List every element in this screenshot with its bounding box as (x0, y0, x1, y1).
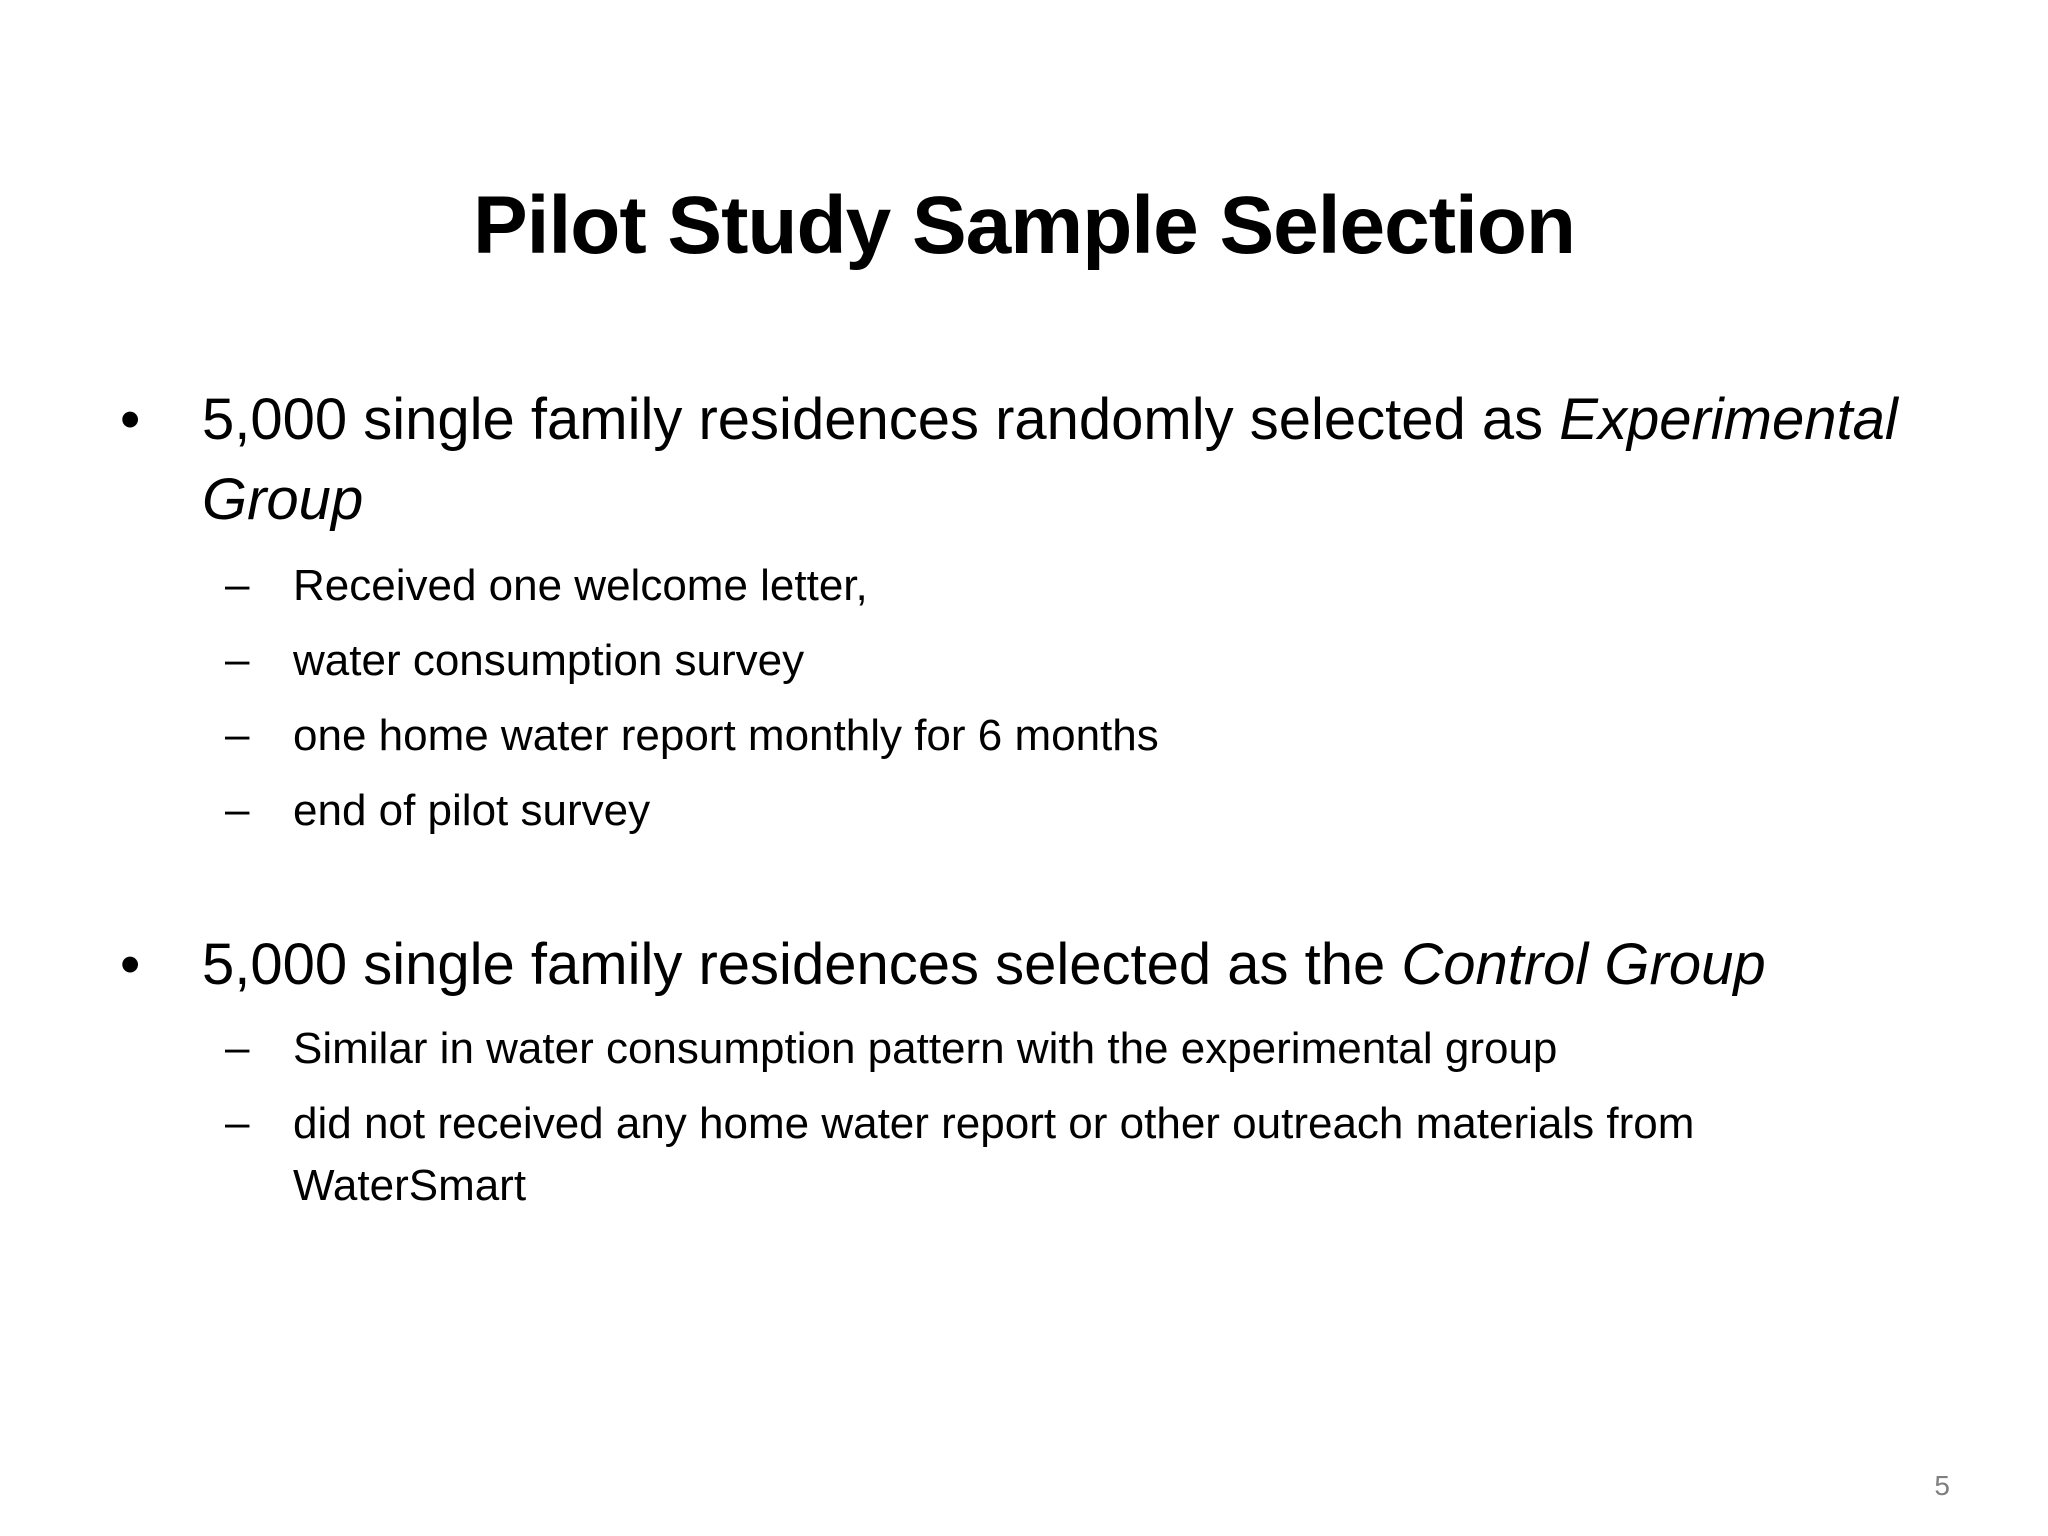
subitem-monthly-report (225, 705, 1875, 767)
bullet-text-italic: Control Group (1401, 932, 1766, 997)
subitem-no-report (225, 1093, 1875, 1217)
bullet-control-group (120, 925, 1970, 1005)
subitem-text: Received one welcome letter, (293, 561, 868, 610)
dash-marker: – (225, 710, 250, 759)
bullet-marker: • (120, 387, 141, 452)
slide-title: Pilot Study Sample Selection (472, 180, 1576, 271)
subitem-welcome-letter (225, 555, 1875, 617)
subitem-text: water consumption survey (293, 636, 805, 685)
subitem-similar-pattern (225, 1018, 1875, 1080)
subitem-text: Similar in water consumption pattern with the experimental group (293, 1024, 1558, 1073)
dash-marker: – (225, 1098, 250, 1147)
bullet-text (202, 380, 1970, 540)
subitem-text: end of pilot survey (293, 786, 651, 835)
bullet-text-plain: 5,000 single family residences selected as the (202, 932, 1402, 997)
dash-marker: – (225, 560, 250, 609)
subitem-consumption-survey (225, 630, 1875, 692)
bullet-text (202, 925, 1970, 1005)
subitem-text: one home water report monthly for 6 months (293, 711, 1159, 760)
bullet-text-italic: Experimental Group (202, 387, 1898, 532)
bullet-experimental-group (120, 380, 1970, 540)
dash-marker: – (225, 785, 250, 834)
page-number: 5 (1934, 1470, 1950, 1501)
dash-marker: – (225, 635, 250, 684)
bullet-text-plain: 5,000 single family residences randomly selected as (202, 387, 1560, 452)
bullet-marker: • (120, 932, 141, 997)
subitem-text: did not received any home water report or other outreach materials from WaterSmart (293, 1099, 1695, 1210)
dash-marker: – (225, 1023, 250, 1072)
subitem-end-survey (225, 780, 1875, 842)
